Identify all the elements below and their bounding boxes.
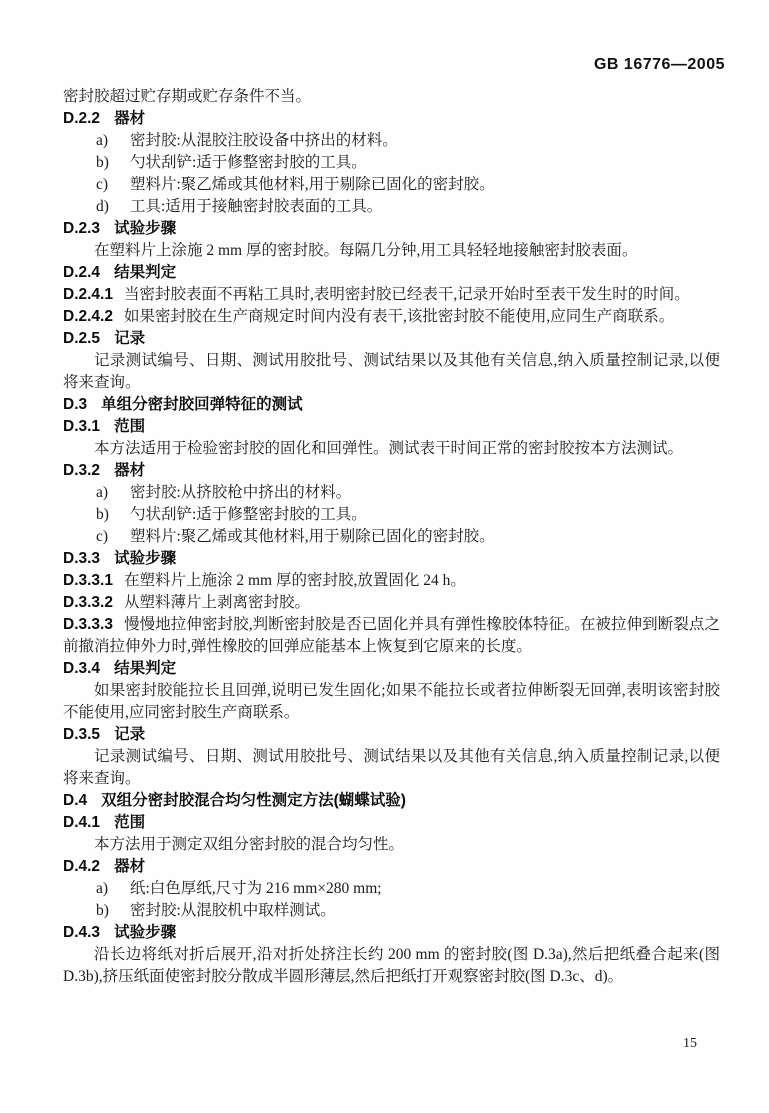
heading-number: D.2.4 <box>63 264 101 281</box>
list-item <box>63 152 720 174</box>
clause: D.3.3.1 在塑料片上施涂 2 mm 厚的密封胶,放置固化 24 h。 <box>63 572 466 589</box>
sub-heading: D.2.2 器材 <box>63 110 146 127</box>
paragraph: 本方法用于测定双组分密封胶的混合均匀性。 <box>94 836 405 853</box>
sub-heading: D.3.2 器材 <box>63 462 146 479</box>
list-item <box>63 174 720 196</box>
clause: D.2.4.1 当密封胶表面不再粘工具时,表明密封胶已经表干,记录开始时至表干发生时的时间。 <box>63 286 690 303</box>
content <box>63 86 720 988</box>
standard-number: GB 16776—2005 <box>593 56 725 73</box>
continuation-paragraph: 密封胶超过贮存期或贮存条件不当。 <box>63 88 312 105</box>
heading-number: D.3.2 <box>63 462 101 479</box>
section-heading: D.4 双组分密封胶混合均匀性测定方法(蝴蝶试验) <box>63 792 406 809</box>
list-item-text: 密封胶:从混胶注胶设备中挤出的材料。 <box>130 132 398 149</box>
heading-number: D.3 <box>63 396 88 413</box>
heading-number: D.2.2 <box>63 110 101 127</box>
sub-heading: D.3.3 试验步骤 <box>63 550 177 567</box>
page-number: 15 <box>683 1036 697 1051</box>
list-item-label: b) <box>96 154 109 171</box>
clause: D.3.3.2 从塑料薄片上剥离密封胶。 <box>63 594 310 611</box>
list-item <box>63 482 720 504</box>
sub-heading: D.3.1 范围 <box>63 418 146 435</box>
paragraph: 如果密封胶能拉长且回弹,说明已发生固化;如果不能拉长或者拉伸断裂无回弹,表明该密封胶不能使用,应同密封胶生产商联系。 <box>63 682 720 721</box>
heading-number: D.3.4 <box>63 660 101 677</box>
paragraph: 记录测试编号、日期、测试用胶批号、测试结果以及其他有关信息,纳入质量控制记录,以便将来查询。 <box>63 352 720 391</box>
paragraph: 沿长边将纸对折后展开,沿对折处挤注长约 200 mm 的密封胶(图 D.3a),然后把纸叠合起来(图 D.3b),挤压纸面使密封胶分散成半圆形薄层,然后把纸打开观察密封胶(图 D.3c、d)。 <box>63 946 720 985</box>
list-item-label: a) <box>96 880 109 897</box>
clause-number: D.3.3.2 <box>63 594 113 611</box>
list-item-text: 纸:白色厚纸,尺寸为 216 mm×280 mm; <box>130 880 382 897</box>
sub-heading: D.4.3 试验步骤 <box>63 924 177 941</box>
clause-number: D.3.3.1 <box>63 572 113 589</box>
list-item-text: 塑料片:聚乙烯或其他材料,用于剔除已固化的密封胶。 <box>130 528 495 545</box>
heading-number: D.2.5 <box>63 330 101 347</box>
paragraph: 在塑料片上涂施 2 mm 厚的密封胶。每隔几分钟,用工具轻轻地接触密封胶表面。 <box>94 242 638 259</box>
heading-number: D.4.2 <box>63 858 101 875</box>
list-item <box>63 900 720 922</box>
paragraph: 本方法适用于检验密封胶的固化和回弹性。测试表干时间正常的密封胶按本方法测试。 <box>94 440 684 457</box>
heading-number: D.3.1 <box>63 418 101 435</box>
clause: D.2.4.2 如果密封胶在生产商规定时间内没有表干,该批密封胶不能使用,应同生产商联系。 <box>63 308 675 325</box>
clause-number: D.3.3.3 <box>63 616 113 633</box>
list-item-label: b) <box>96 506 109 523</box>
list-item-label: a) <box>96 132 109 149</box>
clause-number: D.2.4.1 <box>63 286 113 303</box>
heading-number: D.3.5 <box>63 726 101 743</box>
heading-number: D.4.1 <box>63 814 101 831</box>
section-heading: D.3 单组分密封胶回弹特征的测试 <box>63 396 303 413</box>
sub-heading: D.2.5 记录 <box>63 330 146 347</box>
list-item-text: 勺状刮铲:适于修整密封胶的工具。 <box>130 506 367 523</box>
list-item-label: d) <box>96 198 109 215</box>
list-item <box>63 878 720 900</box>
heading-number: D.4 <box>63 792 88 809</box>
list-item <box>63 196 720 218</box>
sub-heading: D.4.2 器材 <box>63 858 146 875</box>
clause: D.3.3.3 慢慢地拉伸密封胶,判断密封胶是否已固化并具有弹性橡胶体特征。在被拉伸到断裂点之前撤消拉伸外力时,弹性橡胶的回弹应能基本上恢复到它原来的长度。 <box>63 616 720 655</box>
list-item-label: b) <box>96 902 109 919</box>
list-item-label: a) <box>96 484 109 501</box>
list-item <box>63 130 720 152</box>
heading-number: D.2.3 <box>63 220 101 237</box>
heading-number: D.4.3 <box>63 924 101 941</box>
list-item-label: c) <box>96 176 109 193</box>
paragraph: 记录测试编号、日期、测试用胶批号、测试结果以及其他有关信息,纳入质量控制记录,以便将来查询。 <box>63 748 720 787</box>
list-item-text: 密封胶:从挤胶枪中挤出的材料。 <box>130 484 352 501</box>
list-item-text: 塑料片:聚乙烯或其他材料,用于剔除已固化的密封胶。 <box>130 176 495 193</box>
list-item-label: c) <box>96 528 109 545</box>
list-item-text: 勺状刮铲:适于修整密封胶的工具。 <box>130 154 367 171</box>
sub-heading: D.3.4 结果判定 <box>63 660 177 677</box>
list-item <box>63 504 720 526</box>
sub-heading: D.2.3 试验步骤 <box>63 220 177 237</box>
sub-heading: D.2.4 结果判定 <box>63 264 177 281</box>
sub-heading: D.4.1 范围 <box>63 814 146 831</box>
sub-heading: D.3.5 记录 <box>63 726 146 743</box>
heading-number: D.3.3 <box>63 550 101 567</box>
clause-number: D.2.4.2 <box>63 308 113 325</box>
list-item <box>63 526 720 548</box>
list-item-text: 密封胶:从混胶机中取样测试。 <box>130 902 336 919</box>
list-item-text: 工具:适用于接触密封胶表面的工具。 <box>130 198 383 215</box>
